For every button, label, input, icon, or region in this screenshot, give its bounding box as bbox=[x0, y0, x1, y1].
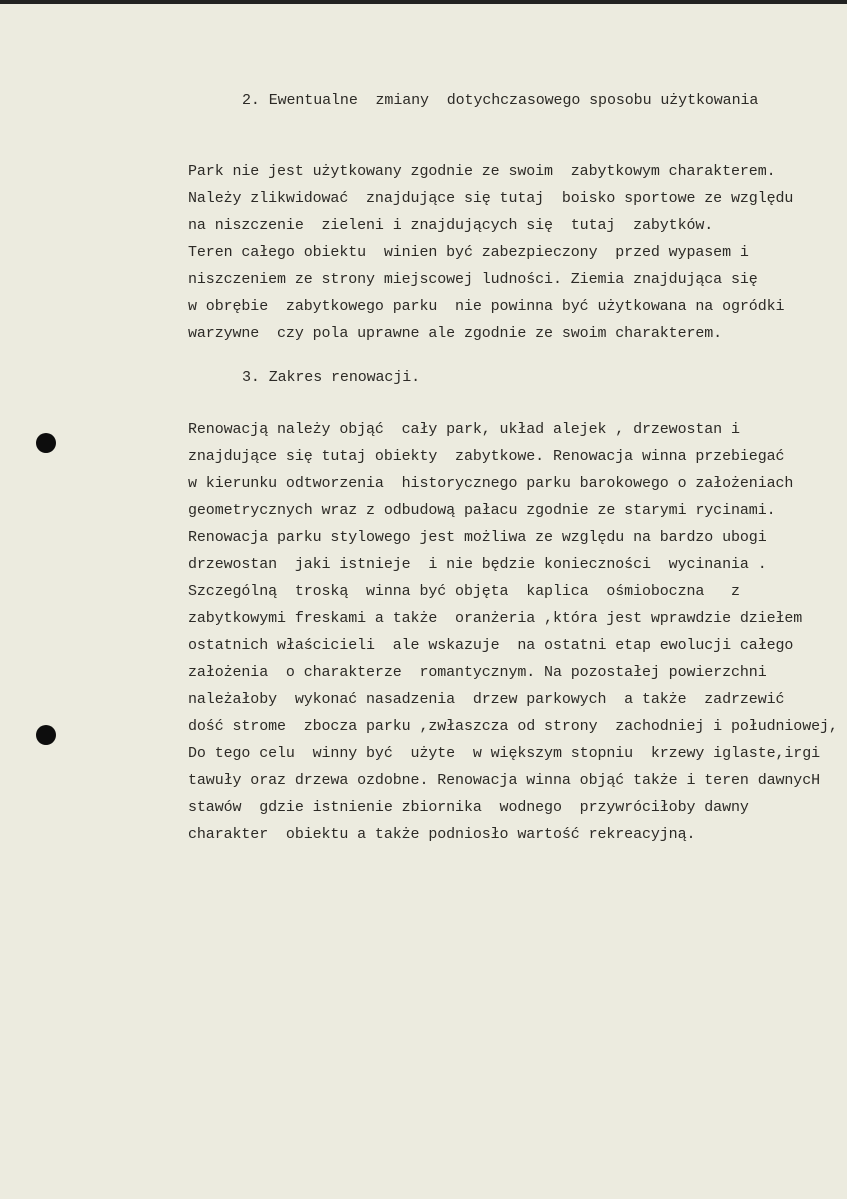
text-line: dość strome zbocza parku ,zwłaszcza od strony zachodniej i południowej, bbox=[188, 718, 838, 735]
text-line: Renowacja parku stylowego jest możliwa ze względu na bardzo ubogi bbox=[188, 529, 767, 546]
text-line: Szczególną troską winna być objęta kaplica ośmioboczna z bbox=[188, 583, 740, 600]
text-line: ostatnich właścicieli ale wskazuje na ostatni etap ewolucji całego bbox=[188, 637, 794, 654]
punch-hole bbox=[36, 725, 56, 745]
text-line: drzewostan jaki istnieje i nie będzie konieczności wycinania . bbox=[188, 556, 767, 573]
text-line: na niszczenie zieleni i znajdujących się tutaj zabytków. bbox=[188, 217, 714, 234]
text-line: niszczeniem ze strony miejscowej ludności. Ziemia znajdująca się bbox=[188, 271, 758, 288]
section-2-heading: 2. Ewentualne zmiany dotychczasowego sposobu użytkowania bbox=[242, 92, 759, 109]
text-line: Park nie jest użytkowany zgodnie ze swoim zabytkowym charakterem. bbox=[188, 163, 776, 180]
text-line: stawów gdzie istnienie zbiornika wodnego przywróciłoby dawny bbox=[188, 799, 749, 816]
text-line: Należy zlikwidować znajdujące się tutaj boisko sportowe ze względu bbox=[188, 190, 794, 207]
text-line: w obrębie zabytkowego parku nie powinna być użytkowana na ogródki bbox=[188, 298, 785, 315]
section-3-heading: 3. Zakres renowacji. bbox=[242, 369, 421, 386]
text-line: znajdujące się tutaj obiekty zabytkowe. Renowacja winna przebiegać bbox=[188, 448, 785, 465]
text-line: w kierunku odtworzenia historycznego parku barokowego o założeniach bbox=[188, 475, 794, 492]
text-line: tawuły oraz drzewa ozdobne. Renowacja winna objąć także i teren dawnycH bbox=[188, 772, 821, 789]
scan-top-edge bbox=[0, 0, 847, 4]
punch-hole bbox=[36, 433, 56, 453]
text-line: zabytkowymi freskami a także oranżeria ,która jest wprawdzie dziełem bbox=[188, 610, 803, 627]
text-line: Renowacją należy objąć cały park, układ alejek , drzewostan i bbox=[188, 421, 740, 438]
text-line: charakter obiektu a także podniosło wartość rekreacyjną. bbox=[188, 826, 696, 843]
text-line: warzywne czy pola uprawne ale zgodnie ze swoim charakterem. bbox=[188, 325, 723, 342]
text-line: założenia o charakterze romantycznym. Na pozostałej powierzchni bbox=[188, 664, 767, 681]
text-line: geometrycznych wraz z odbudową pałacu zgodnie ze starymi rycinami. bbox=[188, 502, 776, 519]
text-line: należałoby wykonać nasadzenia drzew parkowych a także zadrzewić bbox=[188, 691, 785, 708]
text-line: Do tego celu winny być użyte w większym stopniu krzewy iglaste,irgi bbox=[188, 745, 821, 762]
text-line: Teren całego obiektu winien być zabezpieczony przed wypasem i bbox=[188, 244, 749, 261]
